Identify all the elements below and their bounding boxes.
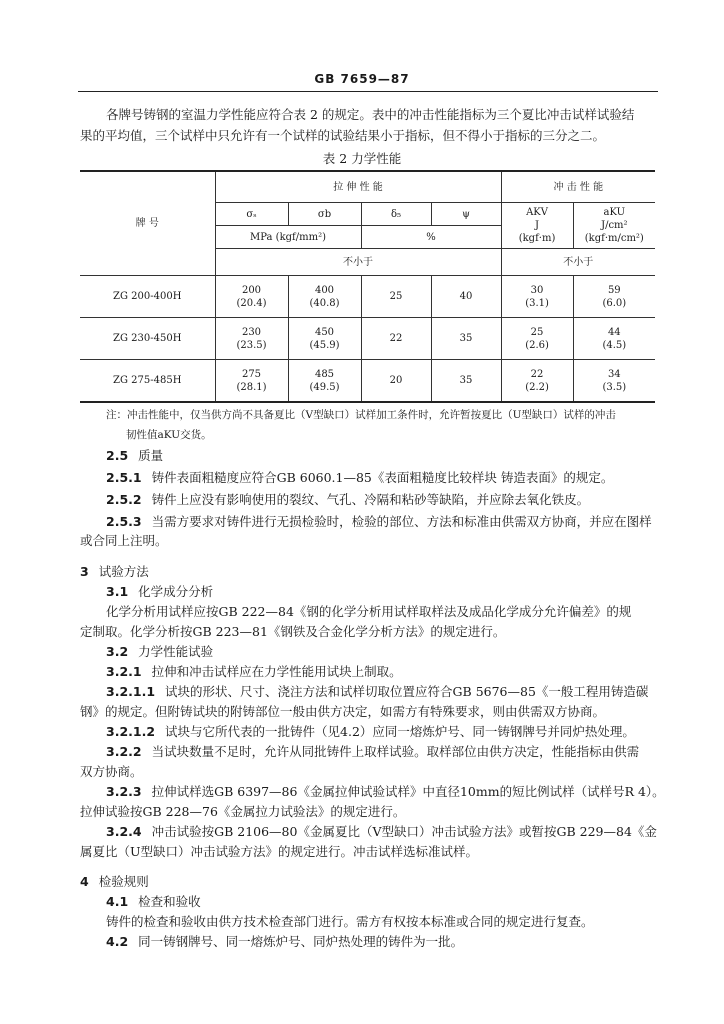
- value-alt: (28.1): [236, 381, 267, 393]
- section-text: 质量: [138, 448, 164, 463]
- grade-cell: ZG 230-450H: [80, 318, 215, 360]
- value-alt: (49.5): [309, 381, 340, 393]
- section-text: 冲击试验按GB 2106—80《金属夏比（V型缺口）冲击试验方法》或暂按GB 229—84《金: [151, 824, 657, 839]
- section-text: 当试块数量不足时，允许从同批铸件上取样试验。取样部位由供方决定，性能指标由供需: [151, 744, 640, 759]
- aku-symbol: aKU: [603, 207, 626, 218]
- value: 22: [530, 368, 544, 380]
- value: 44: [607, 326, 621, 338]
- value-alt: (45.9): [309, 339, 340, 351]
- not-less-than-impact: 不小于: [501, 249, 655, 276]
- section-line: [106, 643, 213, 661]
- sigma-b-cell: [288, 360, 361, 403]
- section-line: [106, 603, 631, 621]
- section-number: 3.2: [106, 644, 129, 659]
- impact-header: 冲 击 性 能: [501, 171, 655, 203]
- value: 275: [241, 368, 262, 380]
- section-number: 4.2: [106, 934, 129, 949]
- section-number: 3.1: [106, 584, 129, 599]
- akv-symbol: AKV: [526, 207, 548, 218]
- section-line: [106, 513, 652, 531]
- section-text: 拉伸和冲击试样应在力学性能用试块上制取。: [151, 664, 402, 679]
- section-line: [106, 723, 635, 741]
- section-number: 2.5.2: [106, 492, 142, 507]
- intro-line-1: 各牌号铸钢的室温力学性能应符合表 2 的规定。表中的冲击性能指标为三个夏比冲击试样试验结: [106, 107, 635, 122]
- section-text: 力学性能试验: [138, 644, 214, 659]
- table-title: 表 2 力学性能: [322, 151, 402, 166]
- mpa-unit-header: MPa (kgf/mm²): [215, 226, 361, 249]
- section-heading: [80, 873, 149, 891]
- akv-unit: J: [535, 220, 540, 231]
- value: 485: [314, 368, 335, 380]
- section-text: 钢》的规定。但附铸试块的附铸部位一般由供方决定，如需方有特殊要求，则由供需双方协商。: [80, 704, 606, 719]
- value-alt: (6.0): [602, 297, 627, 309]
- section-line: [106, 893, 201, 911]
- aku-unit-alt: (kgf·m/cm²): [584, 233, 644, 244]
- table-row: [80, 276, 655, 318]
- standard-code-header: GB 7659—87: [314, 72, 410, 86]
- section-line: [106, 783, 665, 801]
- section-line: [106, 663, 402, 681]
- delta5-header: δ₅: [361, 203, 431, 226]
- table-note-line-2: 韧性值aKU交货。: [126, 429, 212, 441]
- value: 400: [314, 284, 335, 296]
- delta5-cell: 20: [361, 360, 431, 403]
- value-alt: (40.8): [309, 297, 340, 309]
- grade-cell: ZG 200-400H: [80, 276, 215, 318]
- value-alt: (23.5): [236, 339, 267, 351]
- section-number: 3.2.1: [106, 664, 142, 679]
- table-note-line-1: 注：冲击性能中，仅当供方尚不具备夏比（V型缺口）试样加工条件时，允许暂按夏比（U型缺口）试样的冲击: [106, 409, 616, 421]
- section-text: 检查和验收: [138, 894, 201, 909]
- section-line: [106, 491, 589, 509]
- psi-cell: 35: [431, 360, 501, 403]
- value: 34: [607, 368, 621, 380]
- akv-unit-alt: (kgf·m): [518, 233, 556, 244]
- section-line: [80, 623, 505, 641]
- psi-cell: 35: [431, 318, 501, 360]
- section-number: 2.5.3: [106, 514, 142, 529]
- section-line: [106, 933, 463, 951]
- table-row: [80, 360, 655, 403]
- value: 25: [530, 326, 544, 338]
- aku-unit: J/cm²: [601, 220, 628, 231]
- sigma-s-cell: [215, 276, 288, 318]
- section-text: 化学成分分析: [138, 584, 214, 599]
- section-text: 铸件表面粗糙度应符合GB 6060.1—85《表面粗糙度比较样块 铸造表面》的规定。: [151, 470, 614, 485]
- value: 200: [241, 284, 262, 296]
- value-alt: (4.5): [602, 339, 627, 351]
- sigma-b-cell: [288, 318, 361, 360]
- section-text: 试块与它所代表的一批铸件（见4.2）应同一熔炼炉号、同一铸钢牌号并同炉热处理。: [165, 724, 635, 739]
- grade-header: 牌 号: [80, 171, 215, 276]
- section-text: 试验方法: [98, 564, 149, 579]
- section-number: 3.2.4: [106, 824, 142, 839]
- header-rule: [78, 91, 658, 92]
- section-text: 试块的形状、尺寸、浇注方法和试样切取位置应符合GB 5676—85《一般工程用铸造碳: [165, 684, 649, 699]
- section-heading: [80, 563, 149, 581]
- section-text: 同一铸钢牌号、同一熔炼炉号、同炉热处理的铸件为一批。: [138, 934, 464, 949]
- section-line: [80, 803, 405, 821]
- mechanical-properties-table: [80, 170, 655, 403]
- psi-cell: 40: [431, 276, 501, 318]
- section-line: [80, 703, 605, 721]
- sigma-b-header: σb: [288, 203, 361, 226]
- akv-header: [501, 203, 573, 249]
- akv-cell: [501, 360, 573, 403]
- tensile-header: 拉 伸 性 能: [215, 171, 501, 203]
- section-text: 或合同上注明。: [80, 533, 168, 548]
- aku-header: [573, 203, 655, 249]
- section-text: 定制取。化学分析按GB 223—81《钢铁及合金化学分析方法》的规定进行。: [80, 624, 506, 639]
- sigma-b-cell: [288, 276, 361, 318]
- section-number: 4: [80, 874, 89, 889]
- section-text: 拉伸试验按GB 228—76《金属拉力试验法》的规定进行。: [80, 804, 406, 819]
- sigma-s-cell: [215, 318, 288, 360]
- section-text: 拉伸试样选GB 6397—86《金属拉伸试验试样》中直径10mm的短比例试样（试样号R 4）。: [151, 784, 665, 799]
- psi-header: ψ: [431, 203, 501, 226]
- section-number: 2.5.1: [106, 470, 142, 485]
- section-line: [106, 583, 213, 601]
- section-line: [106, 447, 163, 465]
- akv-cell: [501, 276, 573, 318]
- section-number: 3.2.1.2: [106, 724, 156, 739]
- section-text: 化学分析用试样应按GB 222—84《钢的化学分析用试样取样法及成品化学成分允许偏差》的规: [106, 604, 632, 619]
- section-text: 铸件上应没有影响使用的裂纹、气孔、冷隔和粘砂等缺陷，并应除去氧化铁皮。: [151, 492, 590, 507]
- section-number: 3.2.3: [106, 784, 142, 799]
- intro-line-2: 果的平均值，三个试样中只允许有一个试样的试验结果小于指标，但不得小于指标的三分之二。: [80, 128, 606, 143]
- section-line: [80, 843, 478, 861]
- sigma-s-cell: [215, 360, 288, 403]
- grade-cell: ZG 275-485H: [80, 360, 215, 403]
- table-row: [80, 318, 655, 360]
- section-line: [106, 823, 657, 841]
- value-alt: (3.1): [525, 297, 549, 309]
- value: 450: [314, 326, 335, 338]
- akv-cell: [501, 318, 573, 360]
- value-alt: (3.5): [602, 381, 627, 393]
- section-number: 3.2.2: [106, 744, 142, 759]
- section-number: 3: [80, 564, 89, 579]
- section-text: 检验规则: [98, 874, 149, 889]
- section-text: 当需方要求对铸件进行无损检验时，检验的部位、方法和标准由供需双方协商，并应在图样: [151, 514, 652, 529]
- value: 230: [241, 326, 262, 338]
- section-line: [106, 743, 639, 761]
- percent-unit-header: %: [361, 226, 501, 249]
- sigma-s-header: σₛ: [215, 203, 288, 226]
- value: 30: [530, 284, 544, 296]
- aku-cell: [573, 276, 655, 318]
- section-line: [106, 913, 594, 931]
- section-number: 4.1: [106, 894, 129, 909]
- not-less-than-tensile: 不小于: [215, 249, 501, 276]
- value-alt: (2.2): [525, 381, 549, 393]
- aku-cell: [573, 318, 655, 360]
- value-alt: (20.4): [236, 297, 267, 309]
- aku-cell: [573, 360, 655, 403]
- section-text: 双方协商。: [80, 764, 143, 779]
- section-line: [80, 532, 168, 550]
- delta5-cell: 25: [361, 276, 431, 318]
- section-number: 2.5: [106, 448, 129, 463]
- section-text: 属夏比（U型缺口）冲击试验方法》的规定进行。冲击试样选标准试样。: [80, 844, 479, 859]
- section-line: [80, 763, 143, 781]
- value-alt: (2.6): [525, 339, 549, 351]
- delta5-cell: 22: [361, 318, 431, 360]
- value: 59: [607, 284, 621, 296]
- section-line: [106, 469, 613, 487]
- section-number: 3.2.1.1: [106, 684, 156, 699]
- section-line: [106, 683, 648, 701]
- section-text: 铸件的检查和验收由供方技术检查部门进行。需方有权按本标准或合同的规定进行复查。: [106, 914, 594, 929]
